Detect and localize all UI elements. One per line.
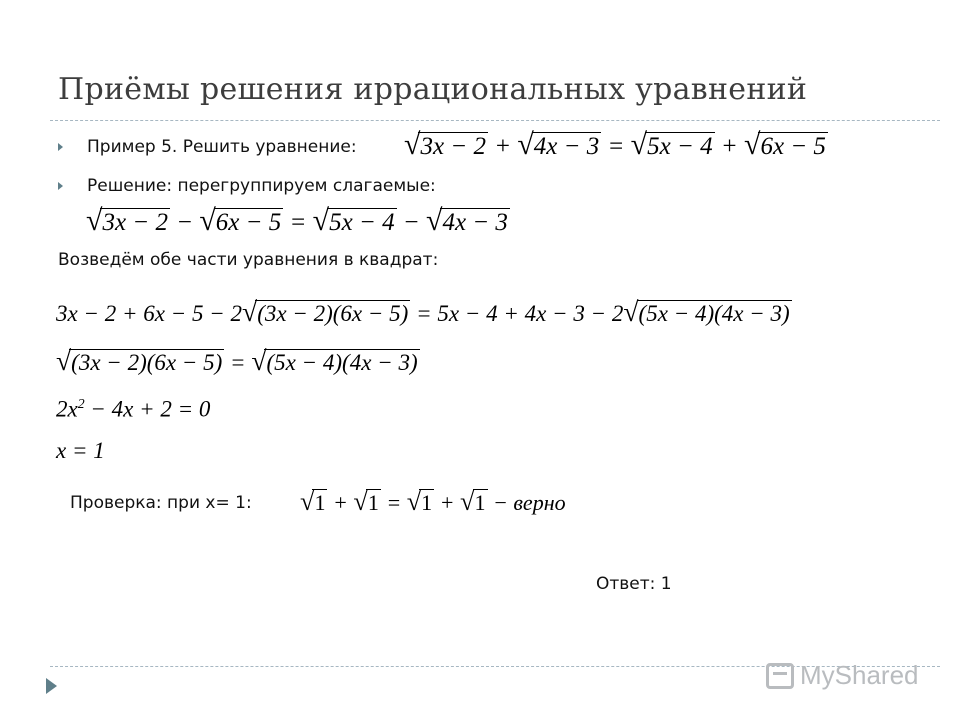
myshared-logo-icon xyxy=(766,663,794,689)
slide-title: Приёмы решения иррациональных уравнений xyxy=(58,72,808,107)
check-verdict: верно xyxy=(513,490,566,515)
answer: Ответ: 1 xyxy=(596,574,672,594)
bullet-solution-text: Решение: перегруппируем слагаемые: xyxy=(87,176,436,196)
watermark xyxy=(766,660,919,691)
watermark-text: MyShared xyxy=(800,660,919,690)
triangle-right-icon[interactable] xyxy=(46,678,57,694)
equation-regroup: √3x − 2 − √6x − 5 = √5x − 4 − √4x − 3 xyxy=(86,204,508,237)
bullet-example-text: Пример 5. Решить уравнение: xyxy=(87,137,357,157)
equation-roots: √(3x − 2)(6x − 5) = √(5x − 4)(4x − 3) xyxy=(56,345,418,376)
bullet-example xyxy=(58,137,357,157)
equation-main: √3x − 2 + √4x − 3 = √5x − 4 + √6x − 5 xyxy=(404,128,826,161)
triangle-bullet-icon xyxy=(58,143,63,151)
equation-squared: 3x − 2 + 6x − 5 − 2√(3x − 2)(6x − 5) = 5x − 4 + 4x − 3 − 2√(5x − 4)(4x − 3) xyxy=(56,296,790,327)
triangle-bullet-icon xyxy=(58,182,63,190)
bullet-solution xyxy=(58,176,436,196)
equation-quadratic: $2x^2 - 4x + 2 = 0$ xyxy=(56,396,211,422)
check-label: Проверка: при x= 1: xyxy=(70,493,252,513)
equation-check: √1 + √1 = √1 + √1 − верно xyxy=(300,486,566,516)
equation-solution: x = 1 xyxy=(56,438,105,463)
title-divider xyxy=(50,120,940,121)
square-instruction: Возведём обе части уравнения в квадрат: xyxy=(58,250,439,270)
